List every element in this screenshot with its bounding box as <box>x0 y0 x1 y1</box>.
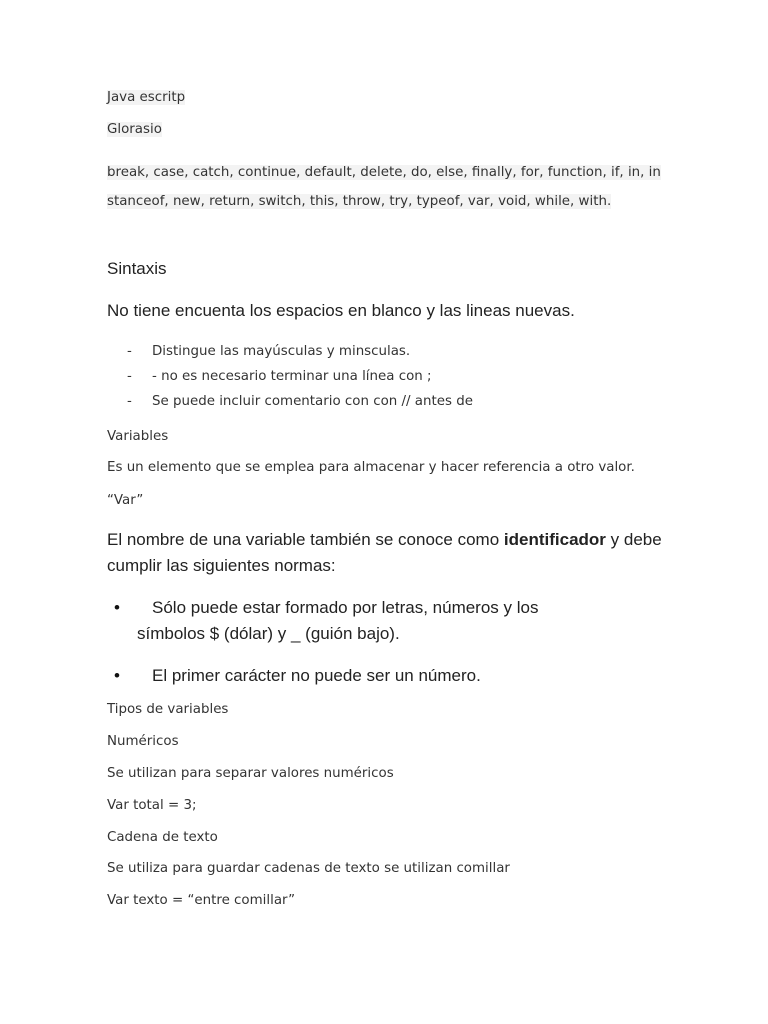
norm-item-line1: El primer carácter no puede ser un número. <box>152 666 481 685</box>
sintaxis-heading: Sintaxis <box>107 259 167 278</box>
rule-item: Se puede incluir comentario con con // antes de <box>152 394 473 409</box>
list-marker: - <box>127 369 132 384</box>
bullet-icon: • <box>114 666 120 685</box>
norm-item-line2: símbolos $ (dólar) y _ (guión bajo). <box>137 624 400 643</box>
variables-description: Es un elemento que se emplea para almacenar y hacer referencia a otro valor. <box>107 460 635 475</box>
list-marker: - <box>127 394 132 409</box>
types-heading: Tipos de variables <box>107 702 229 717</box>
identifier-paragraph-line2: cumplir las siguientes normas: <box>107 556 336 575</box>
string-example: Var texto = “entre comillar” <box>107 893 296 908</box>
numeric-description: Se utilizan para separar valores numéricos <box>107 766 394 781</box>
identifier-bold: identificador <box>503 530 606 549</box>
document-subtitle: Glorasio <box>107 122 162 137</box>
var-keyword: “Var” <box>107 493 144 508</box>
norm-item-line1: Sólo puede estar formado por letras, números y los <box>152 598 539 617</box>
sintaxis-description: No tiene encuenta los espacios en blanco y las lineas nuevas. <box>107 301 575 320</box>
string-heading: Cadena de texto <box>107 830 218 845</box>
list-marker: - <box>127 344 132 359</box>
bullet-icon: • <box>114 598 120 617</box>
rule-item: Distingue las mayúsculas y minsculas. <box>152 344 411 359</box>
rule-item: - no es necesario terminar una línea con ; <box>152 369 432 384</box>
document-title: Java escritp <box>107 90 186 105</box>
keywords-paragraph: break, case, catch, continue, default, delete, do, else, finally, for, function, if, in, instanceof, new, return, switch, this, throw, try, typeof, var, void, while, with. <box>107 165 661 209</box>
numeric-example: Var total = 3; <box>107 798 197 813</box>
string-description: Se utiliza para guardar cadenas de texto se utilizan comillar <box>107 861 510 876</box>
identifier-paragraph-line1: El nombre de una variable también se conoce como identificador y debe <box>107 530 662 549</box>
numeric-heading: Numéricos <box>107 734 179 749</box>
variables-heading: Variables <box>107 429 169 444</box>
